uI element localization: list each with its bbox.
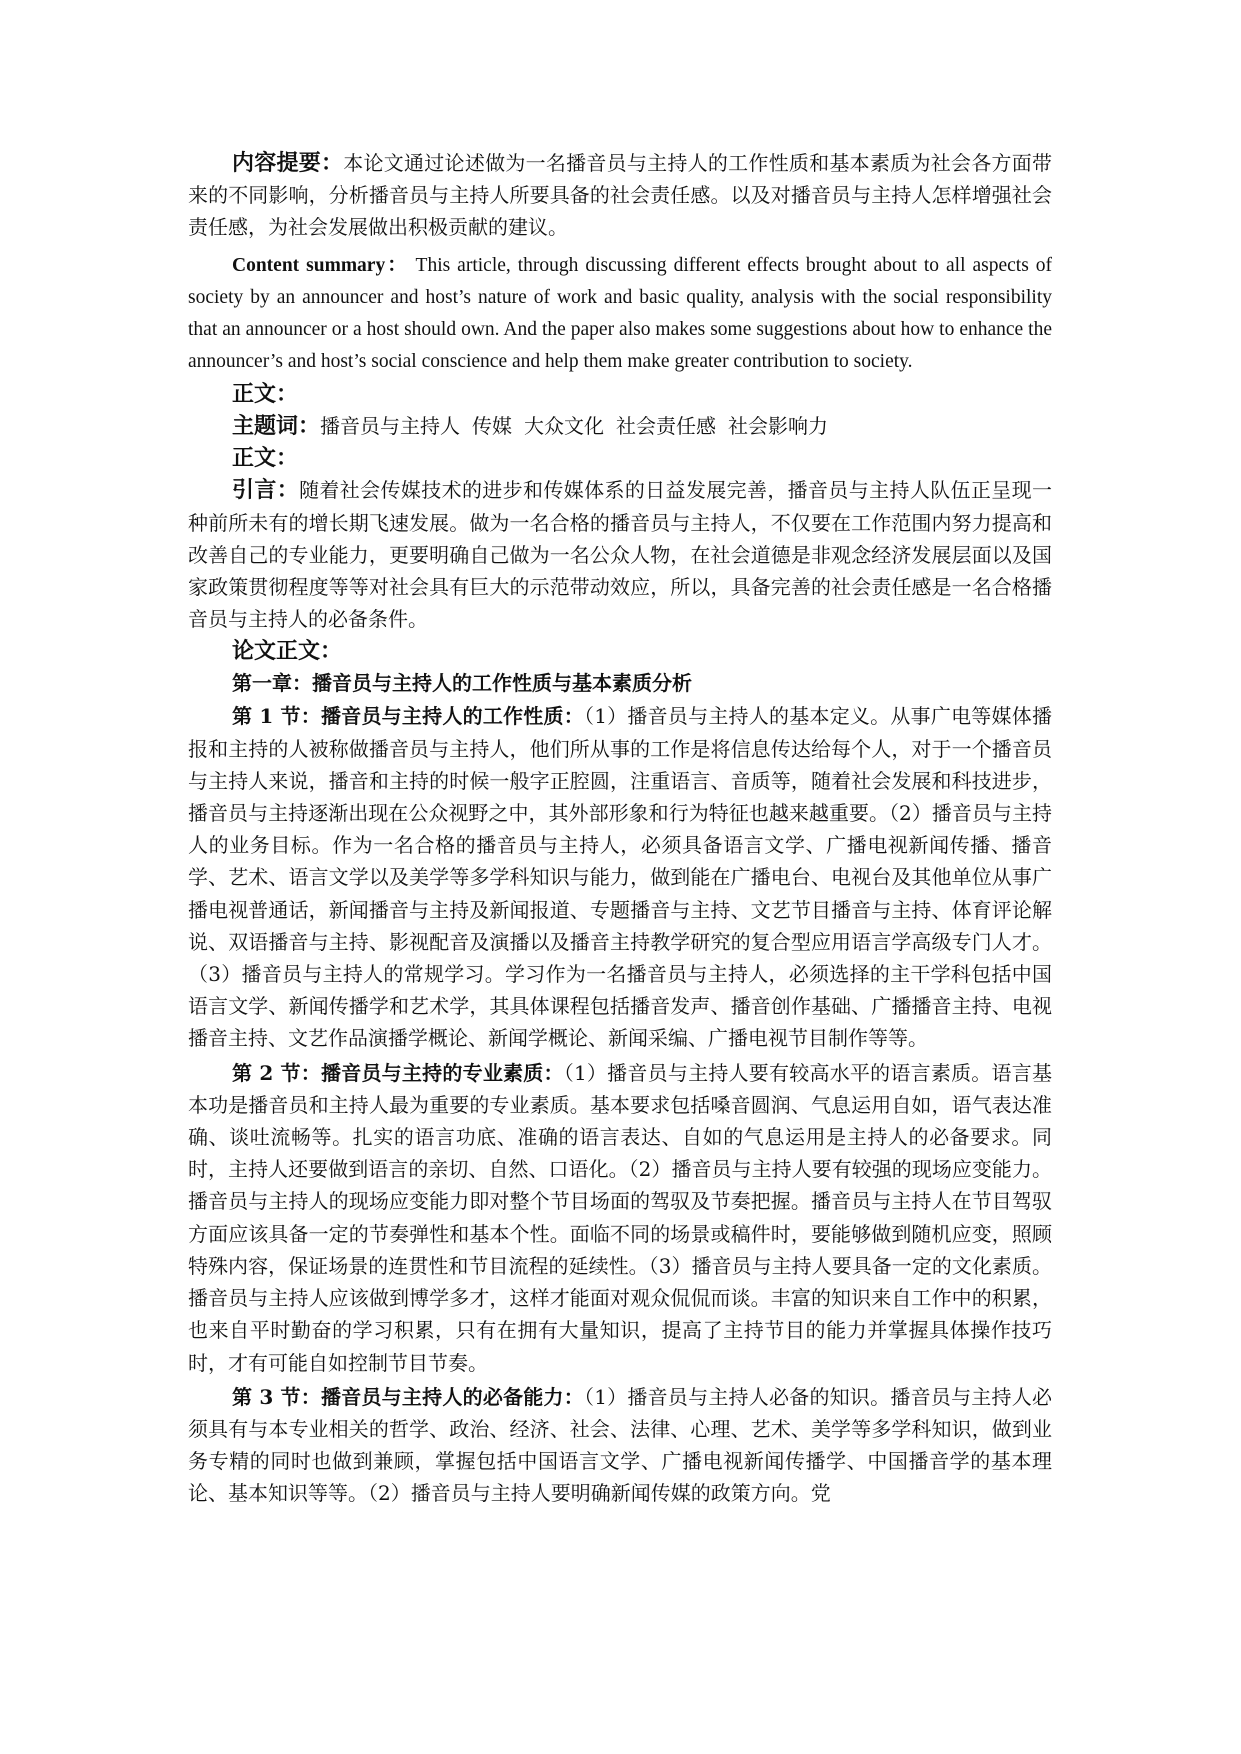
keywords-label: 主题词： (232, 413, 321, 440)
keyword-item: 社会影响力 (728, 414, 829, 439)
abstract-en-label: Content summary： (232, 254, 409, 276)
chapter-1-heading: 第一章：播音员与主持人的工作性质与基本素质分析 (232, 671, 692, 696)
thesis-heading: 论文正文： (232, 638, 343, 665)
keyword-item: 社会责任感 (616, 414, 717, 439)
section-3-label: 第 3 节：播音员与主持人的必备能力： (232, 1384, 584, 1409)
body-heading-2: 正文： (232, 445, 299, 472)
section-1-text: （1）播音员与主持人的基本定义。从事广电等媒体播报和主持的人被称做播音员与主持人，他们所从事的工作是将信息传达给每个人，对于一个播音员与主持人来说，播音和主持的时候一般字正腔圆，注重语言、音质等，随着社会发展和科技进步，播音员与主持逐渐出现在公众视野之中，其外部形象和行为特征也越来越重要。（2）播音员与主持人的业务目标。作为一名合格的播音员与主持人，必须具备语言文学、广播电视新闻传播、播音学、艺术、语言文学以及美学等多学科知识与能力，做到能在广播电台、电视台及其他单位从事广播电视普通话，新闻播音与主持及新闻报道、专题播音与主持、文艺节目播音与主持、体育评论解说、双语播音与主持、影视配音及演播以及播音主持教学研究的复合型应用语言学高级专门人才。（3）播音员与主持人的常规学习。学习作为一名播音员与主持人，必须选择的主干学科包括中国语言文学、新闻传播学和艺术学，其具体课程包括播音发声、播音创作基础、广播播音主持、电视播音主持、文艺作品演播学概论、新闻学概论、新闻采编、广播电视节目制作等等。 (188, 704, 1052, 1051)
abstract-en (188, 250, 1052, 379)
keyword-item: 大众文化 (524, 414, 605, 439)
section-1-label: 第 1 节：播音员与主持人的工作性质： (232, 704, 584, 729)
keyword-item: 传媒 (472, 414, 513, 439)
body-heading-1: 正文： (232, 381, 299, 408)
keyword-item: 播音员与主持人 (320, 414, 461, 439)
abstract-en-text: This article, through discussing different effects brought about to all aspects of society by an announcer and host’s nature of work and basic quality, analysis with the social responsibility that an announcer or a host should own. And the paper also makes some suggestions about how to enhance the announcer’s and host’s social conscience and help them make greater contribution to society. (188, 254, 1052, 373)
section-2 (188, 1057, 1052, 1379)
section-1 (188, 700, 1052, 1054)
abstract-cn (188, 147, 1052, 244)
document-page (188, 147, 1052, 1510)
abstract-cn-label: 内容提要： (232, 150, 344, 176)
section-2-text: （1）播音员与主持人要有较高水平的语言素质。语言基本功是播音员和主持人最为重要的专业素质。基本要求包括嗓音圆润、气息运用自如，语气表达准确、谈吐流畅等。扎实的语言功底、准确的语言表达、自如的气息运用是主持人的必备要求。同时，主持人还要做到语言的亲切、自然、口语化。（2）播音员与主持人要有较强的现场应变能力。播音员与主持人的现场应变能力即对整个节目场面的驾驭及节奏把握。播音员与主持人在节目驾驭方面应该具备一定的节奏弹性和基本个性。面临不同的场景或稿件时，要能够做到随机应变，照顾特殊内容，保证场景的连贯性和节目流程的延续性。（3）播音员与主持人要具备一定的文化素质。播音员与主持人应该做到博学多才，这样才能面对观众侃侃而谈。丰富的知识来自工作中的积累，也来自平时勤奋的学习积累，只有在拥有大量知识，提高了主持节目的能力并掌握具体操作技巧时，才有可能自如控制节目节奏。 (188, 1060, 1052, 1375)
abstract-cn-text: 本论文通过论述做为一名播音员与主持人的工作性质和基本素质为社会各方面带来的不同影响，分析播音员与主持人所要具备的社会责任感。以及对播音员与主持人怎样增强社会责任感，为社会发展做出积极贡献的建议。 (188, 151, 1052, 240)
intro-text: 随着社会传媒技术的进步和传媒体系的日益发展完善，播音员与主持人队伍正呈现一种前所未有的增长期飞速发展。做为一名合格的播音员与主持人，不仅要在工作范围内努力提高和改善自己的专业能力，更要明确自己做为一名公众人物，在社会道德是非观念经济发展层面以及国家政策贯彻程度等等对社会具有巨大的示范带动效应，所以，具备完善的社会责任感是一名合格播音员与主持人的必备条件。 (188, 478, 1052, 632)
intro-label: 引言： (232, 477, 300, 504)
section-2-label: 第 2 节：播音员与主持的专业素质： (232, 1060, 564, 1085)
section-3-text: （1）播音员与主持人必备的知识。播音员与主持人必须具有与本专业相关的哲学、政治、经济、社会、法律、心理、艺术、美学等多学科知识，做到业务专精的同时也做到兼顾，掌握包括中国语言文学、广播电视新闻传播学、中国播音学的基本理论、基本知识等等。（2）播音员与主持人要明确新闻传媒的政策方向。党 (188, 1384, 1052, 1506)
keywords-line (188, 410, 1052, 442)
introduction (188, 474, 1052, 635)
section-3 (188, 1381, 1052, 1510)
